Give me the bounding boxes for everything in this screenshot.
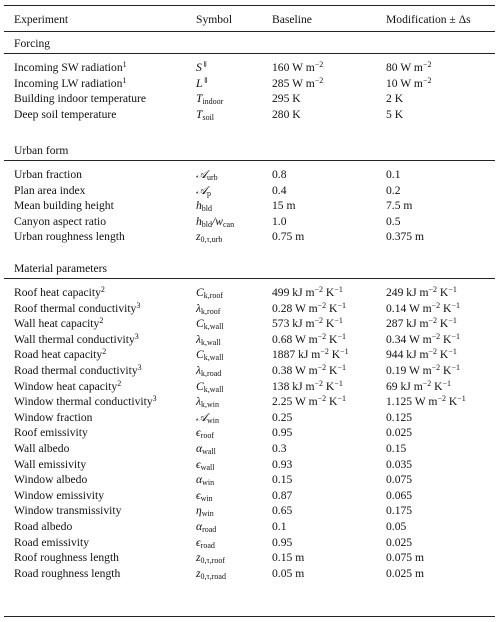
- baseline-value: 0.15 m: [272, 551, 305, 565]
- baseline-value: 0.38 W $m^{-2}$ $K^{-1}$: [272, 363, 346, 377]
- experiment-name: Window emissivity: [14, 488, 105, 502]
- baseline-value: 0.1: [272, 520, 287, 533]
- table-header: [0, 12, 500, 27]
- modification-value: 0.025 m: [386, 566, 425, 580]
- experiment-name: Urban fraction: [14, 168, 82, 181]
- experiment-name: Window transmissivity: [14, 504, 122, 518]
- table-row: [0, 332, 500, 347]
- table-row: [0, 91, 500, 106]
- modification-value: 0.075 m: [386, 551, 425, 565]
- header-symbol: Symbol: [196, 13, 233, 26]
- symbol: 𝒜$_{urb}$: [196, 168, 218, 182]
- symbol: $C_{k,wall}$: [196, 317, 224, 332]
- experiment-name: Window fraction: [14, 410, 93, 424]
- baseline-value: 0.8: [272, 168, 287, 181]
- baseline-value: 2.25 W $m^{-2}$ $K^{-1}$: [272, 394, 346, 409]
- symbol: $\epsilon_{roof}$: [196, 426, 214, 441]
- experiment-name: Canyon aspect ratio: [14, 214, 107, 228]
- modification-value: 0.125: [386, 410, 413, 424]
- experiment-name: Roof heat capacity$^2$: [14, 285, 105, 299]
- symbol: $\eta_{win}$: [196, 504, 214, 519]
- symbol: $C_{k,roof}$: [196, 286, 224, 300]
- baseline-value: 0.25: [272, 410, 293, 424]
- section-rule: [4, 160, 495, 161]
- table-row: [0, 488, 500, 503]
- table-row: [0, 301, 500, 316]
- table-row: [0, 535, 500, 550]
- symbol: $C_{k,wall}$: [196, 379, 224, 394]
- baseline-value: 1.0: [272, 214, 287, 228]
- symbol: $T_{soil}$: [196, 107, 215, 122]
- symbol: $\alpha_{win}$: [196, 473, 215, 488]
- table-row: [0, 60, 500, 75]
- header-experiment: Experiment: [14, 13, 69, 26]
- baseline-value: 499 kJ $m^{-2}$ $K^{-1}$: [272, 285, 343, 299]
- table-row: [0, 347, 500, 362]
- baseline-value: 0.28 W $m^{-2}$ $K^{-1}$: [272, 300, 346, 315]
- modification-value: 0.14 W $m^{-2}$ $K^{-1}$: [386, 300, 460, 315]
- experiment-name: Window heat capacity$^2$: [14, 378, 122, 393]
- table-row: [0, 472, 500, 487]
- baseline-value: 0.4: [272, 183, 287, 197]
- modification-value: 0.19 W $m^{-2}$ $K^{-1}$: [386, 363, 460, 377]
- table-row: [0, 229, 500, 244]
- experiment-name: Incoming SW radiation$^1$: [14, 60, 127, 74]
- symbol: 𝒜$_{win}$: [196, 410, 219, 425]
- modification-value: 249 kJ $m^{-2}$ $K^{-1}$: [386, 285, 457, 299]
- symbol: $\epsilon_{road}$: [196, 535, 215, 550]
- table-row: [0, 379, 500, 394]
- footnote-marker: 2: [102, 347, 107, 357]
- modification-value: 10 W $m^{-2}$: [386, 75, 432, 90]
- table-row: [0, 285, 500, 300]
- modification-value: 0.15: [386, 442, 407, 455]
- baseline-value: 160 W $m^{-2}$: [272, 60, 324, 74]
- experiment-name: Mean building height: [14, 199, 114, 213]
- experiment-name: Deep soil temperature: [14, 107, 117, 121]
- baseline-value: 0.3: [272, 442, 287, 455]
- symbol: S⇓: [196, 60, 209, 74]
- table-row: [0, 316, 500, 331]
- experiment-name: Building indoor temperature: [14, 92, 147, 106]
- footnote-marker: 3: [134, 331, 139, 341]
- modification-value: 0.065: [386, 488, 413, 502]
- table-row: [0, 457, 500, 472]
- modification-value: 0.5: [386, 214, 401, 228]
- symbol: $\alpha_{wall}$: [196, 442, 216, 456]
- modification-value: 69 kJ $m^{-2}$ $K^{-1}$: [386, 378, 452, 393]
- footnote-marker: 2: [117, 378, 122, 388]
- table-row: [0, 167, 500, 182]
- experiment-name: Window albedo: [14, 473, 88, 487]
- symbol: L⇓: [196, 75, 210, 90]
- header-modification: Modification ± Δs: [386, 13, 471, 26]
- table-row: [0, 214, 500, 229]
- experiment-name: Road albedo: [14, 520, 73, 533]
- symbol: $\lambda_{k,roof}$: [196, 301, 221, 316]
- table-row: [0, 550, 500, 565]
- table-row: [0, 503, 500, 518]
- table-row: [0, 363, 500, 378]
- modification-value: 5 K: [386, 107, 404, 121]
- symbol: $T_{indoor}$: [196, 92, 224, 107]
- experiment-name: Incoming LW radiation$^1$: [14, 75, 127, 90]
- section-rule: [4, 278, 495, 279]
- symbol: $z_{0,\tau,urb}$: [196, 230, 223, 245]
- modification-value: 0.075: [386, 473, 413, 487]
- baseline-value: 0.95: [272, 426, 293, 440]
- footnote-marker: 2: [99, 316, 104, 326]
- modification-value: 0.2: [386, 183, 401, 197]
- experiment-name: Road thermal conductivity$^3$: [14, 363, 142, 377]
- footnote-marker: 1: [122, 75, 127, 85]
- modification-value: 0.1: [386, 168, 401, 181]
- modification-value: 0.175: [386, 504, 413, 518]
- footnote-marker: 3: [137, 363, 142, 372]
- table-row: [0, 425, 500, 440]
- baseline-value: 573 kJ $m^{-2}$ $K^{-1}$: [272, 316, 343, 331]
- top-rule: [4, 5, 495, 6]
- modification-value: 1.125 W $m^{-2}$ $K^{-1}$: [386, 394, 466, 409]
- footnote-marker: 3: [136, 300, 141, 310]
- experiment-name: Road emissivity: [14, 535, 90, 549]
- baseline-value: 0.75 m: [272, 230, 305, 244]
- baseline-value: 0.68 W $m^{-2}$ $K^{-1}$: [272, 331, 346, 346]
- modification-value: 0.375 m: [386, 230, 425, 244]
- baseline-value: 285 W $m^{-2}$: [272, 75, 324, 90]
- baseline-value: 138 kJ $m^{-2}$ $K^{-1}$: [272, 378, 343, 393]
- baseline-value: 280 K: [272, 107, 301, 121]
- modification-value: 0.34 W $m^{-2}$ $K^{-1}$: [386, 331, 460, 346]
- modification-value: 2 K: [386, 92, 404, 106]
- footnote-marker: 3: [152, 394, 157, 404]
- symbol: $\lambda_{k,wall}$: [196, 332, 221, 347]
- experiment-name: Wall thermal conductivity$^3$: [14, 331, 139, 346]
- baseline-value: 0.87: [272, 488, 293, 502]
- modification-value: 287 kJ $m^{-2}$ $K^{-1}$: [386, 316, 457, 331]
- modification-value: 7.5 m: [386, 199, 413, 213]
- symbol: $h_{bld}$: [196, 199, 213, 214]
- modification-value: 0.035: [386, 457, 413, 471]
- table-row: [0, 394, 500, 409]
- table-row: [0, 198, 500, 213]
- baseline-value: 0.15: [272, 473, 293, 487]
- experiment-name: Roof emissivity: [14, 426, 88, 440]
- symbol: 𝒜$_p$: [196, 183, 211, 198]
- experiment-name: Plan area index: [14, 183, 86, 197]
- table-row: [0, 410, 500, 425]
- table-row: [0, 441, 500, 456]
- experiment-name: Wall albedo: [14, 442, 70, 455]
- footnote-marker: 2: [100, 285, 105, 294]
- baseline-value: 295 K: [272, 92, 301, 106]
- experiment-name: Window thermal conductivity$^3$: [14, 394, 157, 409]
- symbol: $\lambda_{k,road}$: [196, 364, 222, 378]
- table-row: [0, 76, 500, 91]
- modification-value: 0.05: [386, 520, 407, 533]
- experiment-name: Roof roughness length: [14, 551, 119, 565]
- header-baseline: Baseline: [272, 13, 312, 26]
- bottom-rule: [4, 616, 495, 617]
- table-row: [0, 566, 500, 581]
- table-row: [0, 519, 500, 534]
- baseline-value: 0.05 m: [272, 566, 305, 580]
- experiment-name: Urban roughness length: [14, 230, 125, 244]
- experiment-name: Road heat capacity$^2$: [14, 347, 107, 362]
- modification-value: 0.025: [386, 535, 413, 549]
- section-title: Urban form: [14, 144, 69, 157]
- section-title: Material parameters: [14, 262, 108, 275]
- symbol: $C_{k,wall}$: [196, 348, 224, 363]
- symbol: $\epsilon_{wall}$: [196, 457, 215, 472]
- baseline-value: 15 m: [272, 199, 296, 213]
- modification-value: 80 W $m^{-2}$: [386, 60, 432, 74]
- baseline-value: 0.65: [272, 504, 293, 518]
- table-row: [0, 107, 500, 122]
- section-title: Forcing: [14, 37, 51, 50]
- experiment-name: Wall emissivity: [14, 457, 87, 471]
- symbol: $\epsilon_{win}$: [196, 488, 213, 503]
- modification-value: 0.025: [386, 426, 413, 440]
- baseline-value: 0.93: [272, 457, 293, 471]
- symbol: $z_{0,\tau,roof}$: [196, 551, 226, 566]
- section-rule: [4, 53, 495, 54]
- header-rule: [4, 31, 495, 32]
- symbol: $\alpha_{road}$: [196, 520, 217, 534]
- symbol: $h_{bld}/w_{can}$: [196, 214, 235, 229]
- baseline-value: 1887 kJ $m^{-2}$ $K^{-1}$: [272, 347, 349, 362]
- experiment-name: Roof thermal conductivity$^3$: [14, 300, 141, 315]
- baseline-value: 0.95: [272, 535, 293, 549]
- table-row: [0, 183, 500, 198]
- symbol: $z_{0,\tau,road}$: [196, 566, 226, 581]
- modification-value: 944 kJ $m^{-2}$ $K^{-1}$: [386, 347, 457, 362]
- symbol: $\lambda_{k,win}$: [196, 395, 220, 410]
- footnote-marker: 1: [122, 60, 127, 69]
- experiment-name: Road roughness length: [14, 566, 121, 580]
- experiment-name: Wall heat capacity$^2$: [14, 316, 104, 331]
